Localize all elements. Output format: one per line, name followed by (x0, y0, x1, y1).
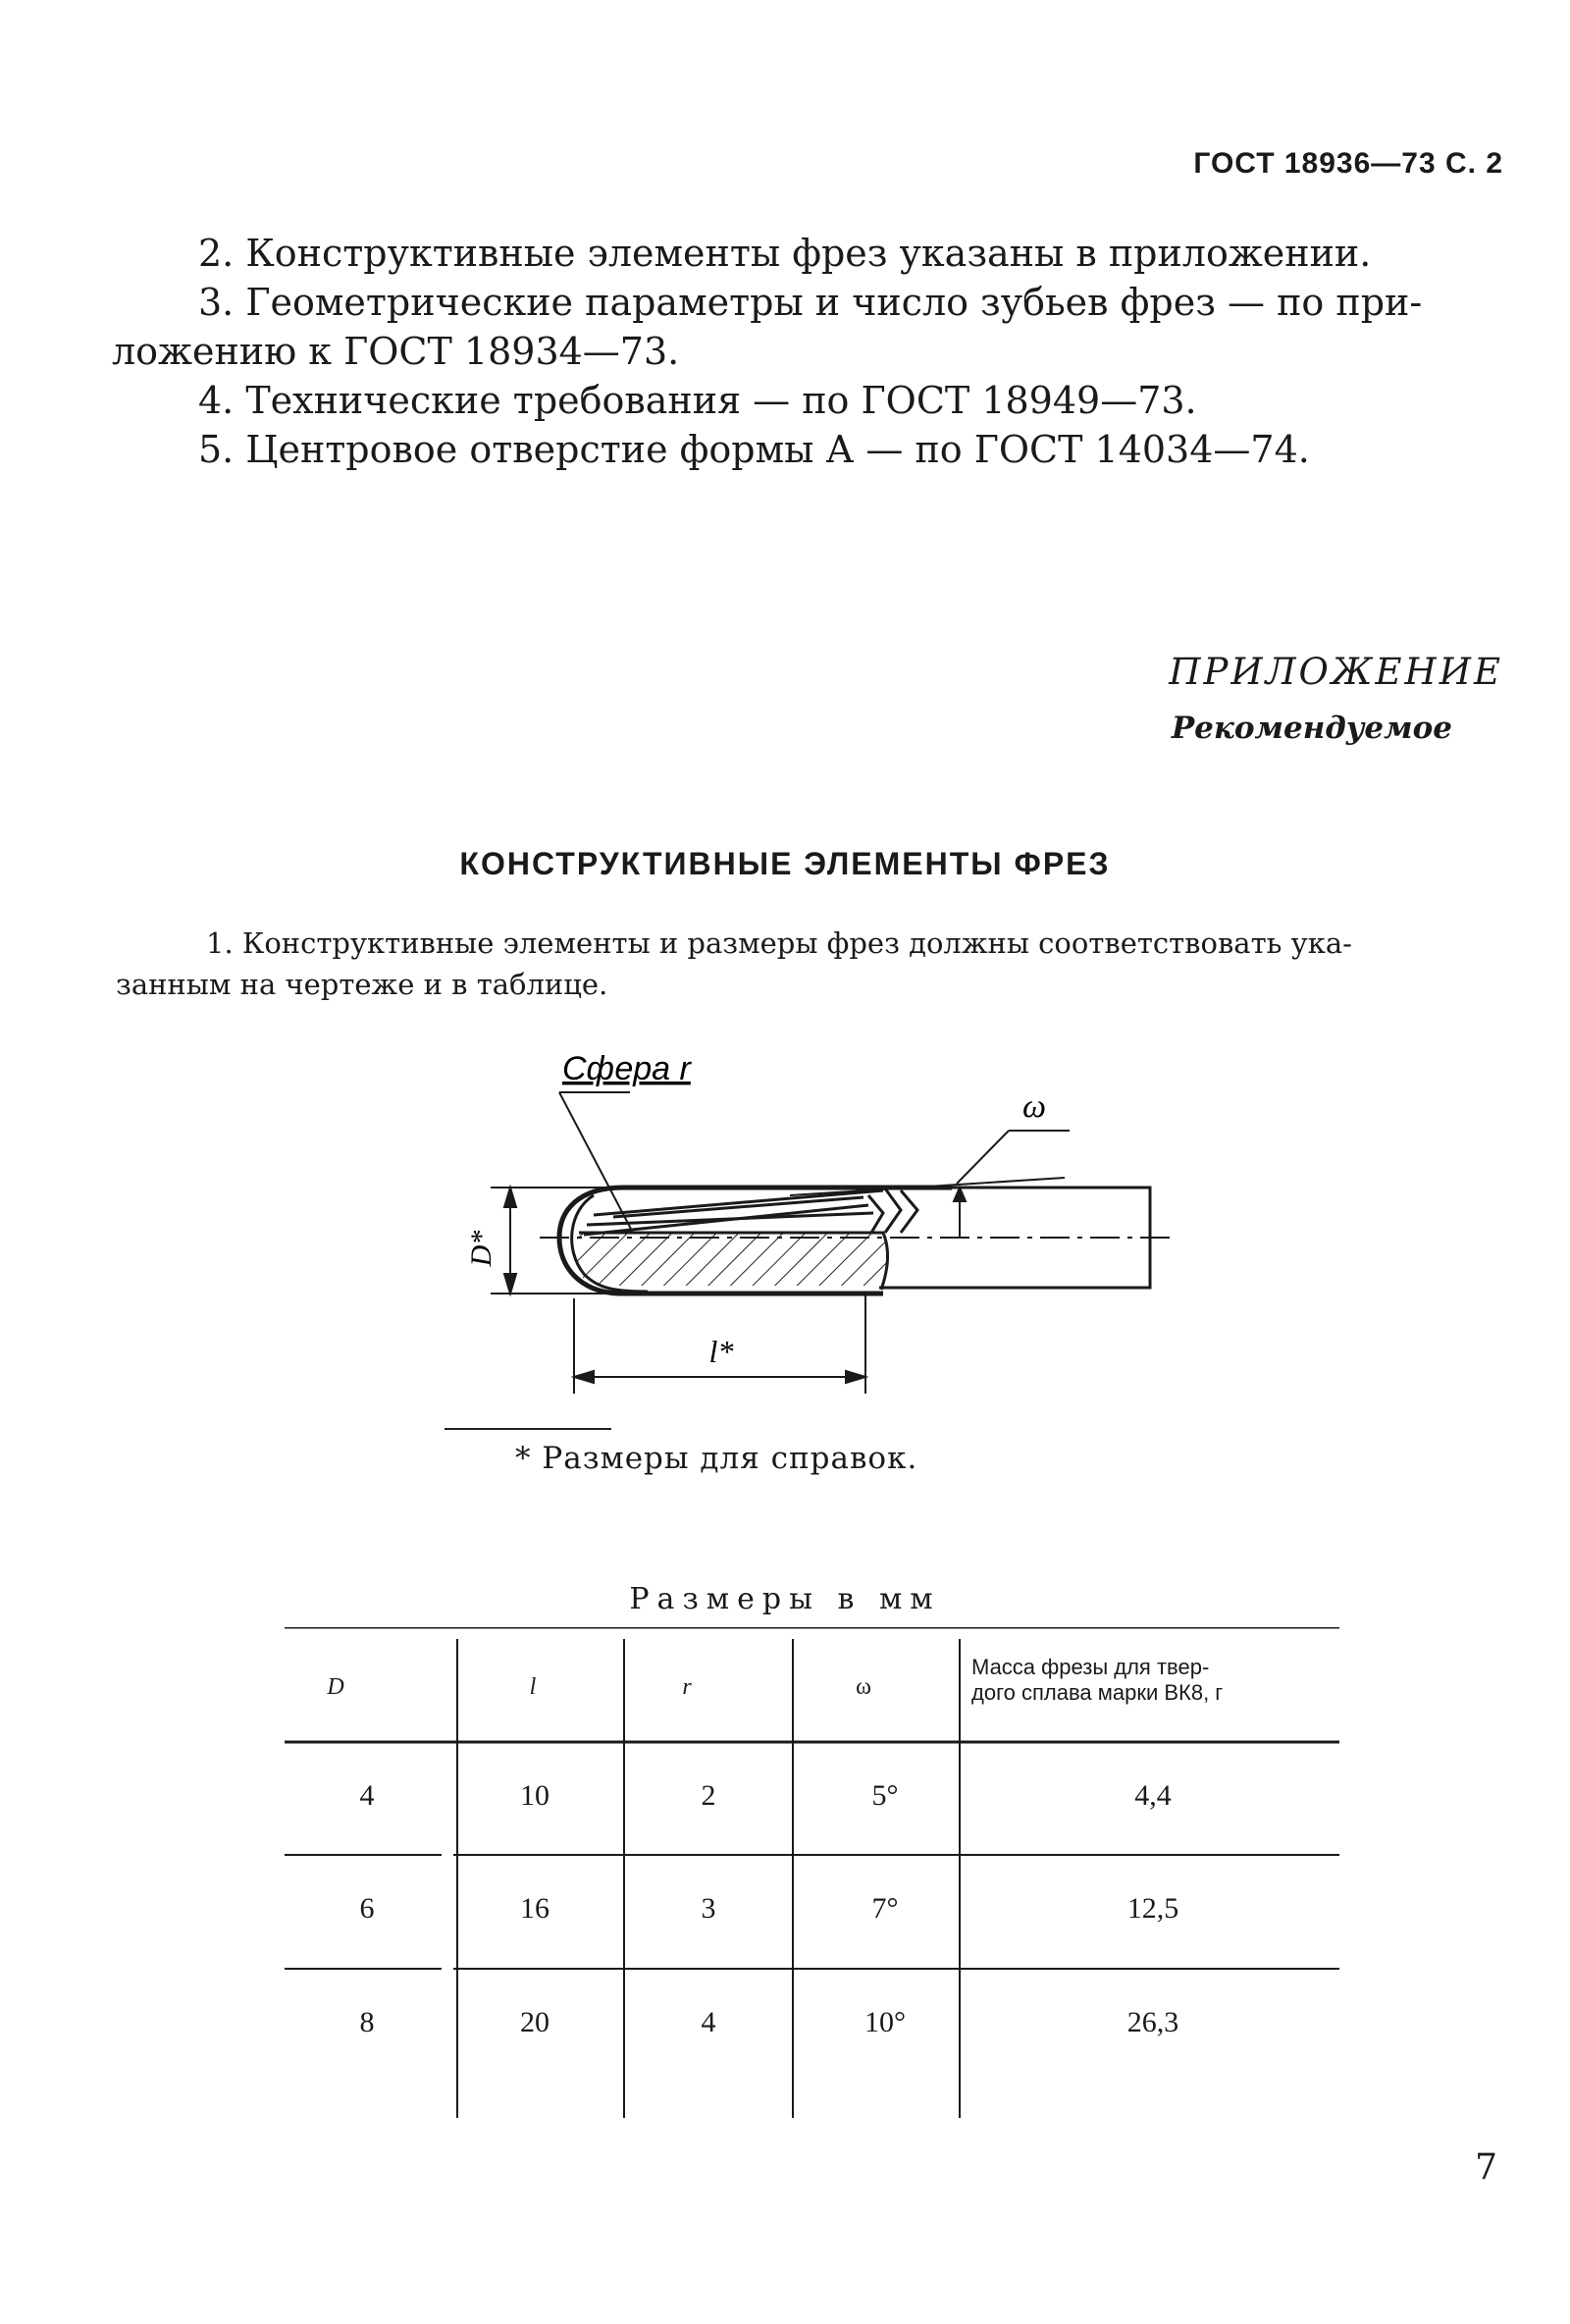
header-D: D (327, 1674, 344, 1700)
helical-flutes (584, 1188, 917, 1235)
clause-5: 5. Центровое отверстие формы А — по ГОСТ 14034—74. (198, 428, 1310, 471)
cell-r: 4 (701, 2006, 716, 2038)
column-dividers (457, 1639, 960, 2118)
appendix-heading (1169, 651, 1503, 746)
table-caption: Размеры в мм (629, 1582, 941, 1616)
dimensions-table (285, 1627, 1339, 2128)
cell-mass: 12,5 (1126, 1892, 1179, 1925)
clause-3: 3. Геометрические параметры и число зубьев фрез — по при- (198, 281, 1423, 324)
appendix-subtitle: Рекомендуемое (1171, 711, 1452, 746)
clause-2: 2. Конструктивные элементы фрез указаны в приложении. (198, 232, 1372, 275)
cell-mass: 26,3 (1126, 2006, 1179, 2038)
label-sphere: Сфера r (562, 1050, 691, 1087)
label-l: l* (708, 1334, 734, 1369)
cell-D: 8 (359, 2006, 375, 2038)
omega-leader (957, 1131, 1009, 1184)
cell-D: 6 (359, 1892, 375, 1925)
paragraph-line-1: 1. Конструктивные элементы и размеры фрез должны соответствовать ука- (206, 926, 1352, 960)
cell-l: 16 (520, 1892, 550, 1925)
cutter-drawing (422, 1038, 1187, 1411)
page-number: 7 (1475, 2147, 1497, 2188)
cell-omega: 10° (864, 2006, 906, 2038)
cell-mass: 4,4 (1134, 1779, 1172, 1812)
cell-r: 2 (701, 1779, 716, 1812)
cell-l: 20 (520, 2006, 550, 2038)
document-header: ГОСТ 18936—73 С. 2 (1193, 147, 1503, 180)
clause-4: 4. Технические требования — по ГОСТ 18949—73. (198, 379, 1197, 422)
cell-r: 3 (701, 1892, 716, 1925)
header-r: r (682, 1674, 692, 1700)
clause-3-continuation: ложению к ГОСТ 18934—73. (112, 330, 680, 373)
header-l: l (529, 1674, 537, 1700)
appendix-title: ПРИЛОЖЕНИЕ (1169, 651, 1503, 693)
sphere-leader (559, 1092, 633, 1233)
label-omega: ω (1022, 1088, 1047, 1125)
section-hatching (569, 1233, 893, 1292)
cell-omega: 5° (871, 1779, 899, 1812)
cell-D: 4 (359, 1779, 375, 1812)
section-title: КОНСТРУКТИВНЫЕ ЭЛЕМЕНТЫ ФРЕЗ (459, 846, 1111, 881)
cell-l: 10 (520, 1779, 550, 1812)
paragraph-1 (116, 923, 1490, 1005)
label-D: D* (465, 1230, 497, 1267)
clauses-block (112, 229, 1503, 474)
header-omega: ω (856, 1674, 871, 1700)
header-mass-line2: дого сплава марки ВК8, г (971, 1680, 1224, 1705)
footnote-divider (445, 1428, 611, 1430)
cell-omega: 7° (871, 1892, 899, 1925)
header-mass-line1: Масса фрезы для твер- (971, 1655, 1210, 1679)
paragraph-line-2: занным на чертеже и в таблице. (116, 968, 608, 1001)
footnote: * Размеры для справок. (515, 1441, 918, 1476)
